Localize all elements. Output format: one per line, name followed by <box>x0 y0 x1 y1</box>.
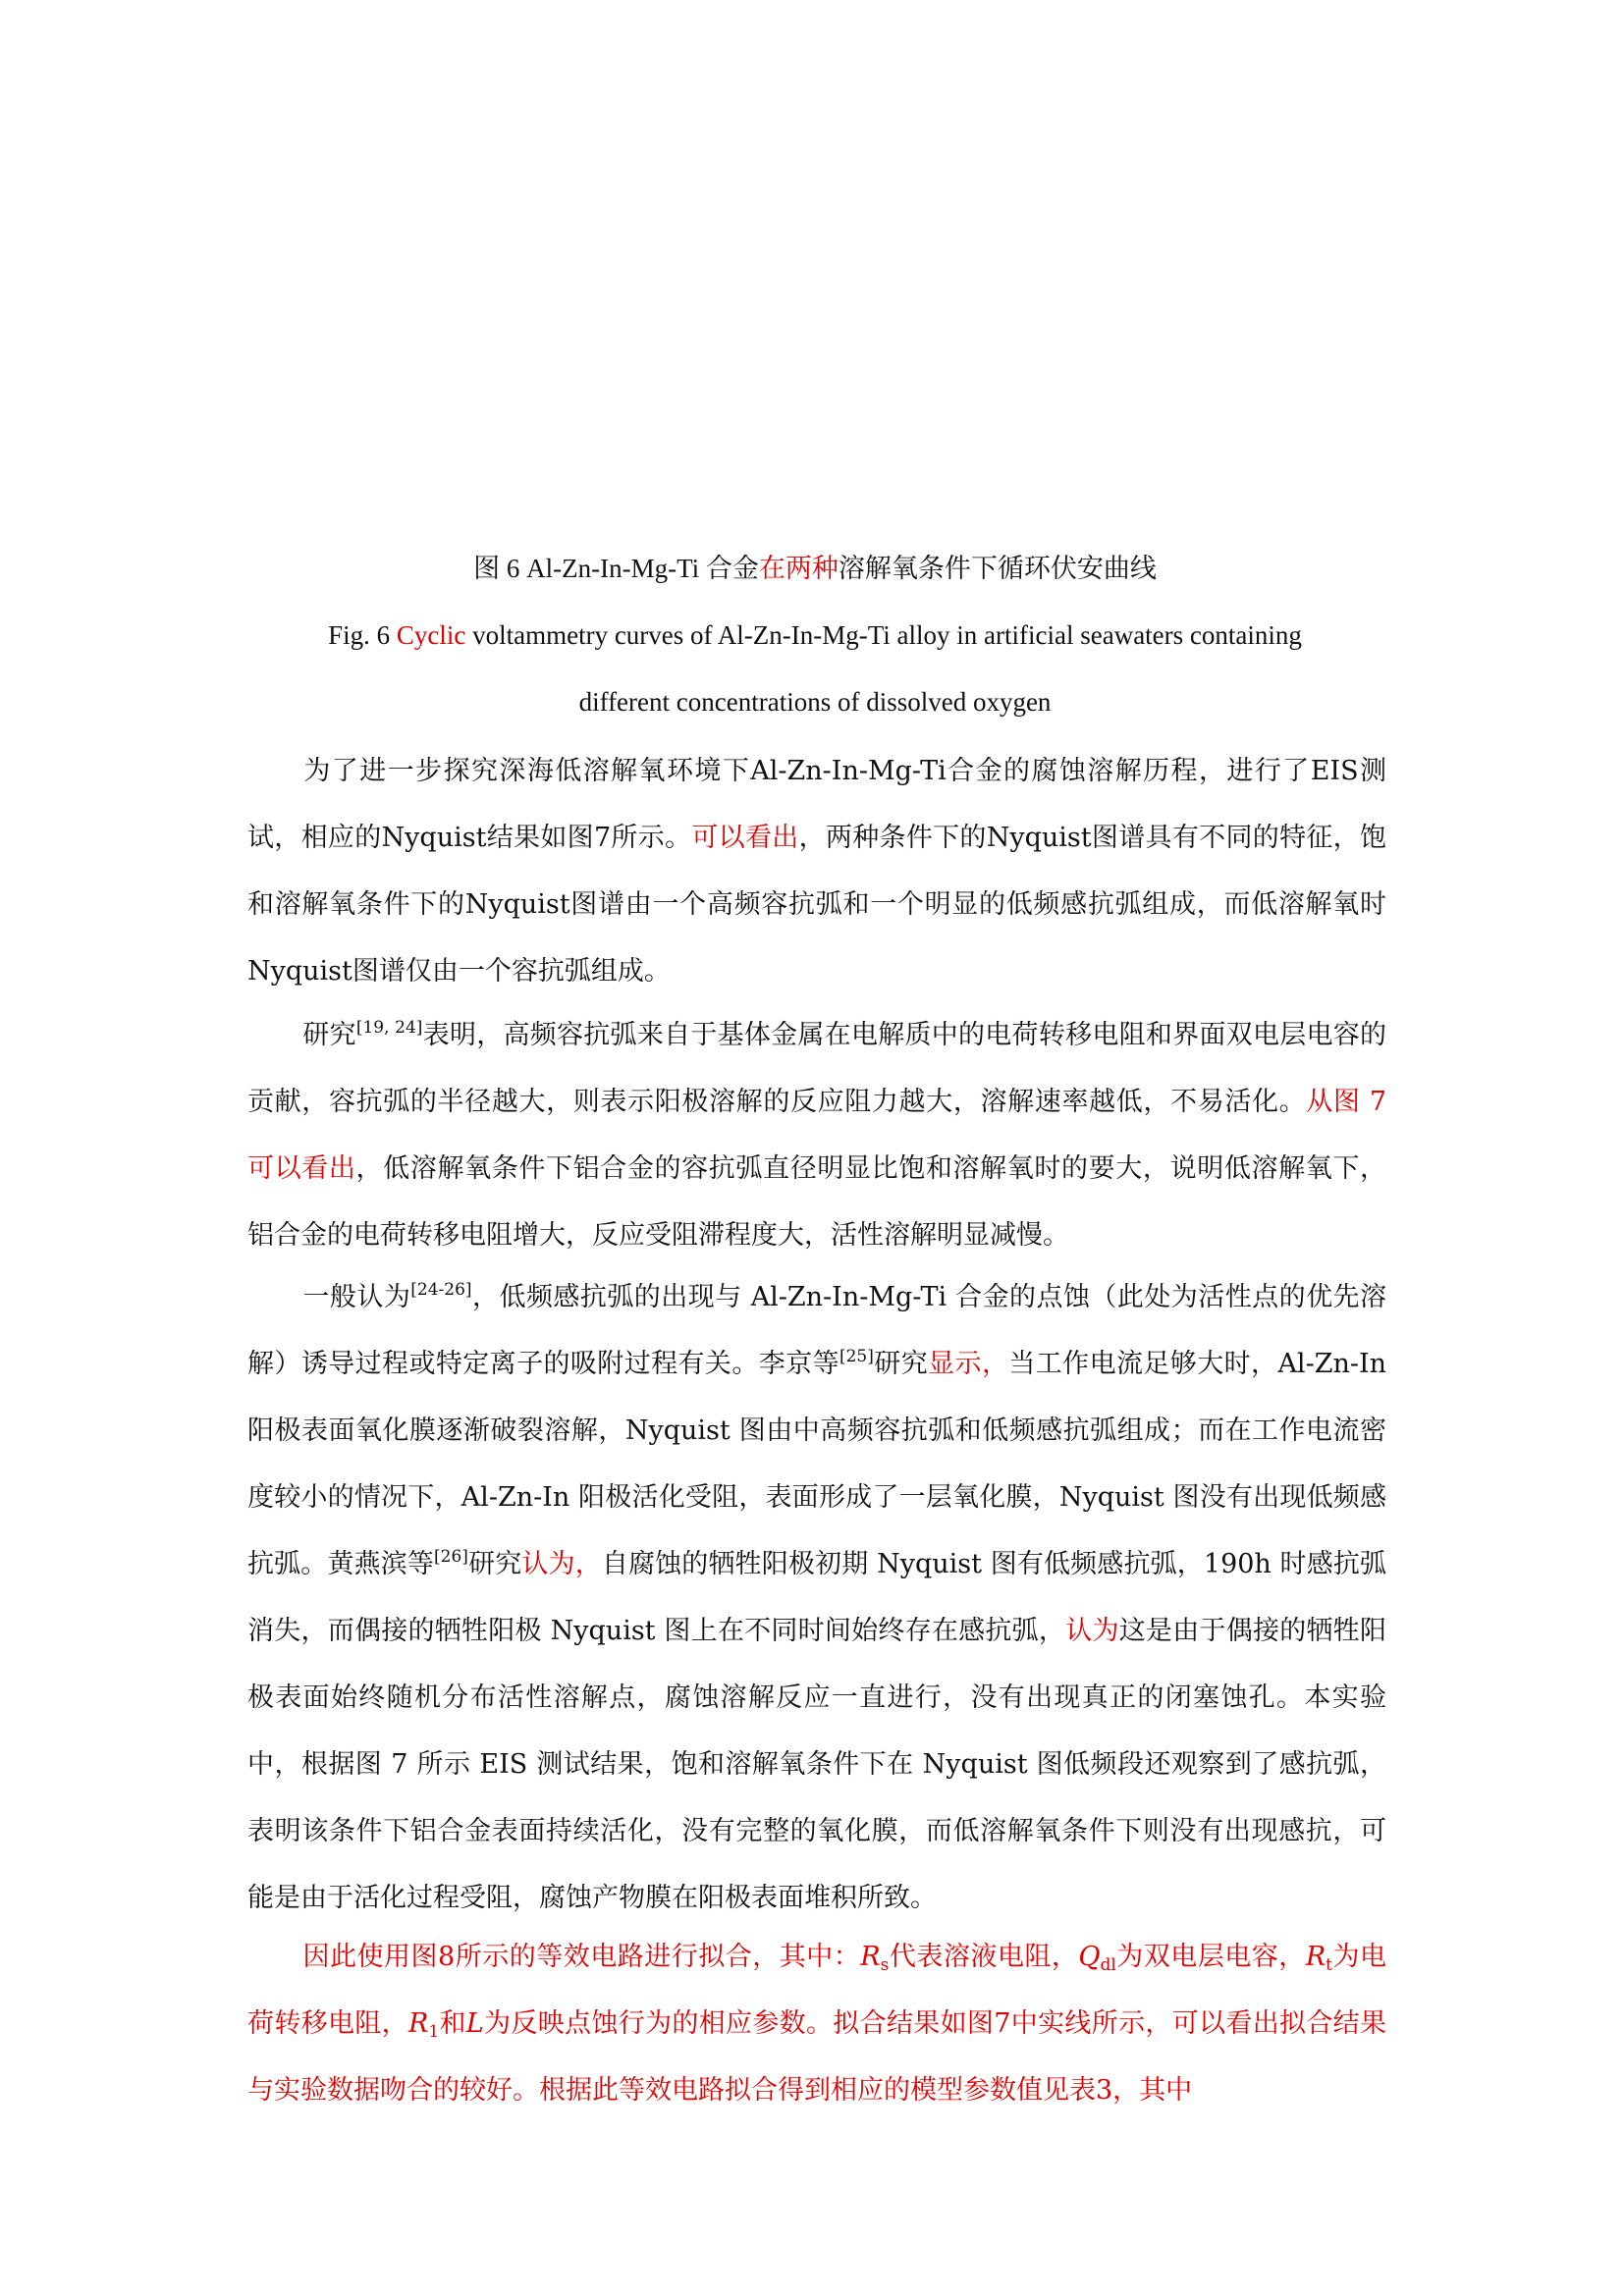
symbol-rs: R <box>860 1942 881 1972</box>
caption-cn-suffix: 溶解氧条件下循环伏安曲线 <box>838 554 1157 583</box>
p1-highlight: 可以看出 <box>691 823 799 853</box>
p2-highlight: 从图 7 可以看出 <box>247 1087 1387 1184</box>
caption-en-prefix: Fig. 6 <box>328 620 397 650</box>
figure-caption-chinese <box>245 552 1384 585</box>
caption-en-line1-rest: voltammetry curves of Al-Zn-In-Mg-Ti alloy in artificial seawaters containing <box>465 620 1302 650</box>
p2-text-c: ，低溶解氧条件下铝合金的容抗弧直径明显比饱和溶解氧时的要大，说明低溶解氧下，铝合金的电荷转移电阻增大，反应受阻滞程度大，活性溶解明显减慢。 <box>247 1153 1387 1251</box>
paragraph-capacitive-arc <box>247 1002 1386 1269</box>
p4-text-c: 为双电层电容， <box>1115 1942 1306 1972</box>
citation-ref: [19, 24] <box>355 1018 423 1038</box>
caption-cn-highlight: 在两种 <box>758 554 839 583</box>
p4-text-b: 代表溶液电阻， <box>889 1942 1079 1972</box>
p4-text-d: 为电荷转移电阻， <box>247 1942 1387 2039</box>
paragraph-equivalent-circuit <box>247 1924 1386 2124</box>
p3-highlight-1: 显示， <box>928 1349 1009 1379</box>
p3-text-a: 一般认为 <box>302 1282 411 1312</box>
p3-text-d: 当工作电流足够大时，Al-Zn-In 阳极表面氧化膜逐渐破裂溶解，Nyquist 图由中高频容抗弧和低频感抗弧组成；而在工作电流密度较小的情况下，Al-Zn-In 阳极活化受阻，表面形成了一层氧化膜，Nyquist 图没有出现低频感抗弧。黄燕滨等 <box>247 1349 1387 1579</box>
p2-text-b: 表明，高频容抗弧来自于基体金属在电解质中的电荷转移电阻和界面双电层电容的贡献，容抗弧的半径越大，则表示阳极溶解的反应阻力越大，溶解速率越低，不易活化。 <box>247 1020 1387 1117</box>
p3-highlight-2: 认为， <box>521 1549 602 1579</box>
p3-text-g: 这是由于偶接的牺牲阳极表面始终随机分布活性溶解点，腐蚀溶解反应一直进行，没有出现真正的闭塞蚀孔。本实验中，根据图 7 所示 EIS 测试结果，饱和溶解氧条件下在 Nyquist 图低频段还观察到了感抗弧，表明该条件下铝合金表面持续活化，没有完整的氧化膜，而低溶解氧条件下则没有出现感抗，可能是由于活化过程受阻，腐蚀产物膜在阳极表面堆积所致。 <box>247 1616 1387 1913</box>
citation-ref: [24-26] <box>410 1280 472 1300</box>
p3-text-e: 研究 <box>467 1549 522 1579</box>
paragraph-eis-intro <box>247 738 1386 1005</box>
figure-caption-english-line2: different concentrations of dissolved oxygen <box>578 687 1052 717</box>
p4-text-a: 因此使用图8所示的等效电路进行拟合，其中： <box>302 1942 861 1972</box>
caption-en-highlight: Cyclic <box>396 620 466 650</box>
subscript-dl: dl <box>1100 1955 1116 1975</box>
symbol-rt: R <box>1305 1942 1326 1972</box>
p2-text-a: 研究 <box>302 1020 356 1050</box>
p4-text-f: 为反映点蚀行为的相应参数。拟合结果如图7中实线所示，可以看出拟合结果与实验数据吻合的较好。根据此等效电路拟合得到相应的模型参数值见表3，其中 <box>247 2008 1387 2106</box>
p4-text-e: 和 <box>439 2008 466 2039</box>
subscript-1: 1 <box>428 2022 440 2042</box>
paragraph-inductive-arc <box>247 1264 1386 1932</box>
symbol-q: Q <box>1078 1942 1101 1972</box>
p1-text-b: ，两种条件下的Nyquist图谱具有不同的特征，饱和溶解氧条件下的Nyquist图谱由一个高频容抗弧和一个明显的低频感抗弧组成，而低溶解氧时Nyquist图谱仅由一个容抗弧组成。 <box>247 823 1386 987</box>
p1-text-a: 为了进一步探究深海低溶解氧环境下Al-Zn-In-Mg-Ti合金的腐蚀溶解历程，进行了EIS测试，相应的Nyquist结果如图7所示。 <box>247 756 1386 853</box>
citation-ref: [26] <box>434 1547 468 1567</box>
p3-text-f: 自腐蚀的牺牲阳极初期 Nyquist 图有低频感抗弧，190h 时感抗弧消失，而偶接的牺牲阳极 Nyquist 图上在不同时间始终存在感抗弧， <box>247 1549 1387 1646</box>
symbol-l: L <box>465 2008 484 2039</box>
p3-highlight-3: 认为 <box>1065 1616 1119 1646</box>
p3-text-c: 研究 <box>873 1349 929 1379</box>
symbol-r1: R <box>407 2008 429 2039</box>
subscript-t: t <box>1326 1955 1332 1975</box>
figure-caption-english-line1 <box>245 618 1384 652</box>
citation-ref: [25] <box>839 1347 874 1366</box>
caption-cn-prefix: 图 6 Al-Zn-In-Mg-Ti 合金 <box>473 554 759 583</box>
subscript-s: s <box>880 1955 890 1975</box>
p3-text-b: ，低频感抗弧的出现与 Al-Zn-In-Mg-Ti 合金的点蚀（此处为活性点的优先溶解）诱导过程或特定离子的吸附过程有关。李京等 <box>247 1282 1387 1379</box>
